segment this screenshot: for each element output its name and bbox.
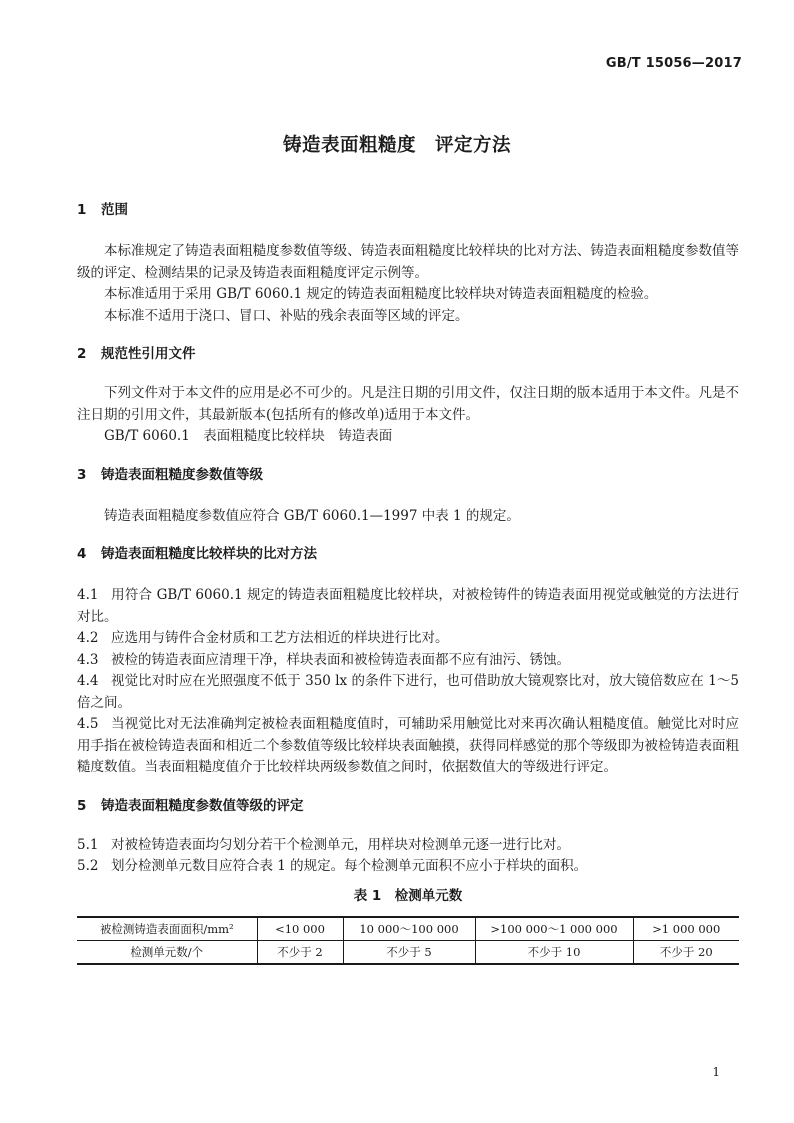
clause-4-5: [77, 714, 739, 779]
paragraph: 本标准不适用于浇口、冒口、补贴的残余表面等区域的评定。: [104, 307, 469, 324]
section-5: [77, 795, 739, 878]
clause-text: 划分检测单元数目应符合表 1 的规定。每个检测单元面积不应小于样块的面积。: [111, 858, 588, 874]
table-cell: >1 000 000: [633, 917, 739, 941]
paragraph: 下列文件对于本文件的应用是必不可少的。凡是注日期的引用文件，仅注日期的版本适用于本文件。凡是不注日期的引用文件，其最新版本(包括所有的修改单)适用于本文件。: [77, 385, 739, 423]
section-number: 5: [77, 797, 87, 814]
clause-number: 4.2: [77, 630, 99, 646]
clause-text: 应选用与铸件合金材质和工艺方法相近的样块进行比对。: [111, 630, 449, 646]
table-cell: 被检测铸造表面面积/mm²: [77, 917, 257, 941]
section-5-heading: [77, 795, 739, 817]
table-row: [77, 940, 739, 964]
section-1-heading: [77, 199, 739, 221]
clause-5-1: [77, 835, 739, 857]
table-cell: >100 000～1 000 000: [475, 917, 633, 941]
section-number: 1: [77, 202, 87, 218]
clause-4-2: [77, 628, 739, 650]
table-1-title: 表 1 检测单元数: [353, 887, 463, 904]
table-cell: 检测单元数/个: [77, 940, 257, 964]
section-3: [77, 464, 739, 528]
paragraph: 铸造表面粗糙度参数值应符合 GB/T 6060.1—1997 中表 1 的规定。: [104, 507, 520, 524]
clause-text: 视觉比对时应在光照强度不低于 350 lx 的条件下进行，也可借助放大镜观察比对，放大镜倍数应在 1～5 倍之间。: [77, 673, 739, 711]
clause-text: 用符合 GB/T 6060.1 规定的铸造表面粗糙度比较样块，对被检铸件的铸造表面用视觉或触觉的方法进行对比。: [77, 587, 739, 625]
section-2: [77, 343, 739, 448]
clause-4-4: [77, 671, 739, 714]
clause-4-1: [77, 585, 739, 628]
clause-text: 对被检铸造表面均匀划分若干个检测单元，用样块对检测单元逐一进行比对。: [111, 836, 570, 853]
paragraph: 本标准规定了铸造表面粗糙度参数值等级、铸造表面粗糙度比较样块的比对方法、铸造表面粗糙度参数值等级的评定、检测结果的记录及铸造表面粗糙度评定示例等。: [77, 243, 739, 281]
clause-number: 4.5: [77, 716, 99, 732]
section-title: 规范性引用文件: [101, 346, 196, 362]
section-4-heading: [77, 543, 739, 565]
section-number: 3: [77, 466, 87, 483]
clause-number: 4.4: [77, 673, 99, 689]
table-row: [77, 917, 739, 941]
page-number: 1: [712, 1065, 720, 1079]
table-1: [77, 916, 739, 965]
section-2-heading: [77, 343, 739, 365]
clause-text: 当视觉比对无法准确判定被检表面粗糙度值时，可辅助采用触觉比对来再次确认粗糙度值。触觉比对时应用手指在被检铸造表面和相近二个参数值等级比较样块表面触摸，获得同样感觉的那个等级即为被检铸造表面粗糙度数值。当表面粗糙度值介于比较样块两级参数值之间时，依据数值大的等级进行评定。: [77, 716, 739, 775]
section-title: 铸造表面粗糙度参数值等级: [101, 466, 263, 483]
clause-text: 被检的铸造表面应清理干净，样块表面和被检铸造表面都不应有油污、锈蚀。: [111, 651, 570, 668]
normative-reference: GB/T 6060.1 表面粗糙度比较样块 铸造表面: [104, 428, 393, 444]
table-cell: 10 000～100 000: [343, 917, 475, 941]
clause-number: 5.2: [77, 858, 99, 874]
section-3-heading: [77, 464, 739, 486]
section-number: 4: [77, 546, 87, 562]
table-cell: 不少于 5: [343, 940, 475, 964]
section-title: 铸造表面粗糙度参数值等级的评定: [101, 797, 304, 814]
paragraph: 本标准适用于采用 GB/T 6060.1 规定的铸造表面粗糙度比较样块对铸造表面粗糙度的检验。: [104, 286, 658, 302]
clause-number: 4.3: [77, 651, 99, 668]
section-number: 2: [77, 346, 87, 362]
table-cell: 不少于 2: [257, 940, 343, 964]
section-1: [77, 199, 739, 327]
section-4: [77, 543, 739, 779]
table-cell: 不少于 20: [633, 940, 739, 964]
standard-code: GB/T 15056—2017: [605, 56, 742, 71]
document-title: 铸造表面粗糙度 评定方法: [282, 135, 511, 156]
clause-number: 5.1: [77, 836, 99, 853]
section-title: 铸造表面粗糙度比较样块的比对方法: [101, 546, 317, 562]
clause-number: 4.1: [77, 587, 99, 603]
table-cell: 不少于 10: [475, 940, 633, 964]
clause-4-3: [77, 650, 739, 672]
section-title: 范围: [101, 202, 128, 218]
table-cell: <10 000: [257, 917, 343, 941]
clause-5-2: [77, 856, 739, 878]
document-body: [77, 199, 739, 965]
